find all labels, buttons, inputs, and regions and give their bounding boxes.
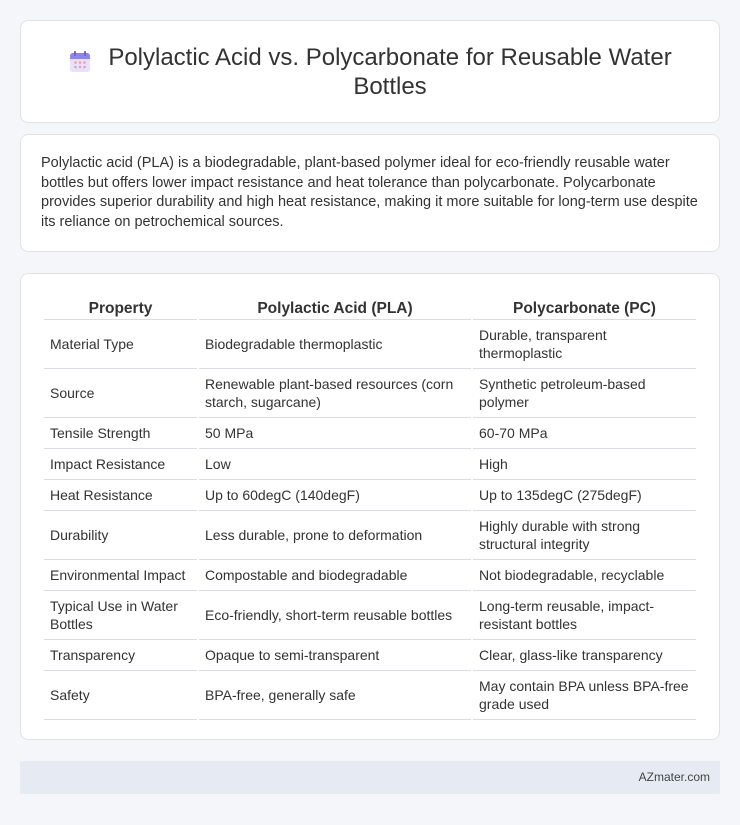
- summary-card: [20, 134, 720, 252]
- page-title: Polylactic Acid vs. Polycarbonate for Reusable Water Bottles: [108, 43, 672, 100]
- table-cell: Highly durable with strong structural integrity: [473, 511, 696, 560]
- title-card: [20, 20, 720, 123]
- table-cell: Environmental Impact: [44, 560, 197, 591]
- table-row: [44, 511, 696, 560]
- table-cell: Clear, glass-like transparency: [473, 640, 696, 671]
- table-cell: Durable, transparent thermoplastic: [473, 320, 696, 369]
- table-cell: Not biodegradable, recyclable: [473, 560, 696, 591]
- table-cell: Renewable plant-based resources (corn starch, sugarcane): [199, 369, 471, 418]
- table-header-row: [44, 294, 696, 320]
- table-cell: Synthetic petroleum-based polymer: [473, 369, 696, 418]
- table-cell: Compostable and biodegradable: [199, 560, 471, 591]
- table-cell: 60-70 MPa: [473, 418, 696, 449]
- table-cell: Tensile Strength: [44, 418, 197, 449]
- table-cell: Opaque to semi-transparent: [199, 640, 471, 671]
- table-cell: Material Type: [44, 320, 197, 369]
- table-row: [44, 320, 696, 369]
- table-cell: High: [473, 449, 696, 480]
- table-row: [44, 671, 696, 720]
- table-row: [44, 480, 696, 511]
- table-row: [44, 369, 696, 418]
- footer: [20, 761, 720, 794]
- column-header: Polylactic Acid (PLA): [199, 294, 471, 320]
- table-cell: BPA-free, generally safe: [199, 671, 471, 720]
- table-cell: 50 MPa: [199, 418, 471, 449]
- table-row: [44, 560, 696, 591]
- summary-text: Polylactic acid (PLA) is a biodegradable, plant-based polymer ideal for eco-friendly reusable water bottles but offers lower impact resistance and heat tolerance than polycarbonate. Polycarbonate provides superior durability and high heat resistance, making it more suitable for long-term use despite its reliance on petrochemical sources.: [41, 155, 698, 230]
- table-row: [44, 591, 696, 640]
- table-cell: Less durable, prone to deformation: [199, 511, 471, 560]
- table-cell: Eco-friendly, short-term reusable bottles: [199, 591, 471, 640]
- table-row: [44, 640, 696, 671]
- table-cell: Up to 60degC (140degF): [199, 480, 471, 511]
- comparison-table-card: [20, 273, 720, 740]
- table-row: [44, 449, 696, 480]
- table-cell: Transparency: [44, 640, 197, 671]
- table-cell: Safety: [44, 671, 197, 720]
- table-cell: Durability: [44, 511, 197, 560]
- footer-brand[interactable]: AZmater.com: [638, 770, 710, 784]
- column-header: Property: [44, 294, 197, 320]
- table-cell: May contain BPA unless BPA-free grade used: [473, 671, 696, 720]
- comparison-table: [42, 294, 698, 720]
- table-cell: Typical Use in Water Bottles: [44, 591, 197, 640]
- table-cell: Low: [199, 449, 471, 480]
- table-cell: Up to 135degC (275degF): [473, 480, 696, 511]
- column-header: Polycarbonate (PC): [473, 294, 696, 320]
- table-cell: Biodegradable thermoplastic: [199, 320, 471, 369]
- table-cell: Long-term reusable, impact-resistant bottles: [473, 591, 696, 640]
- table-cell: Impact Resistance: [44, 449, 197, 480]
- table-cell: Source: [44, 369, 197, 418]
- table-cell: Heat Resistance: [44, 480, 197, 511]
- table-row: [44, 418, 696, 449]
